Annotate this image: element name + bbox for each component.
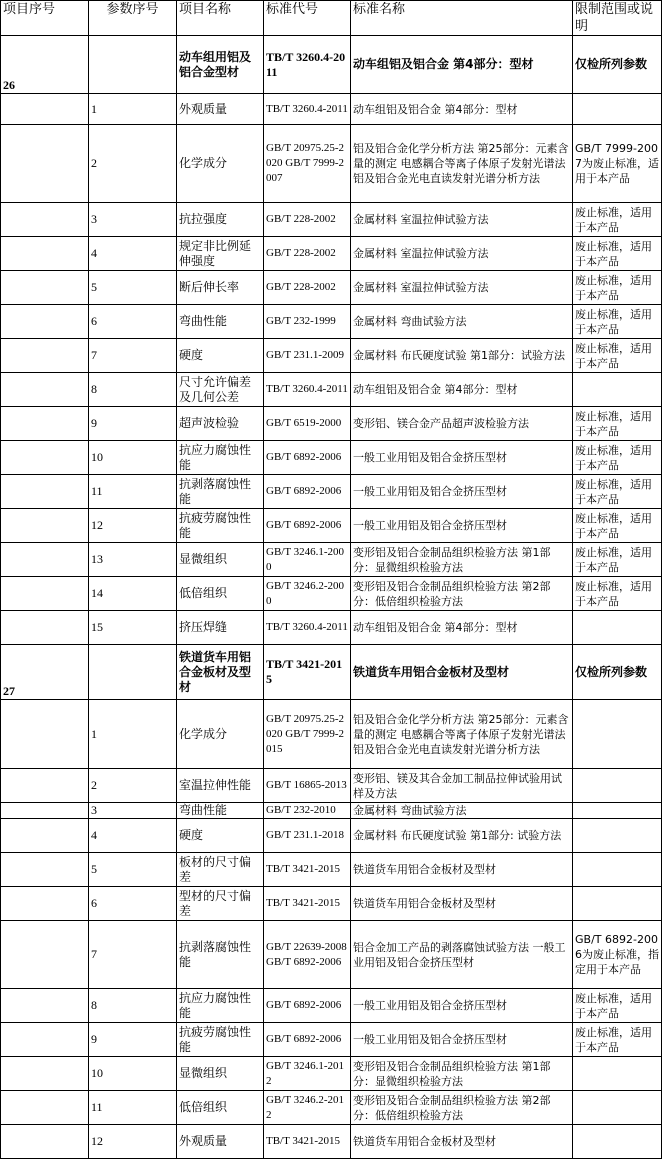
item-name: 抗应力腐蚀性能 <box>177 441 264 475</box>
standard-name: 动车组铝及铝合金 第4部分：型材 <box>351 611 573 645</box>
note <box>573 819 662 853</box>
param-number: 11 <box>89 475 177 509</box>
note <box>573 1091 662 1125</box>
standard-code: GB/T 3246.1-2000 <box>264 543 351 577</box>
project-no-empty <box>1 769 89 803</box>
table-row <box>1 921 662 989</box>
standard-name: 变形铝、镁合金产品超声波检验方法 <box>351 407 573 441</box>
table-row <box>1 577 662 611</box>
item-name: 断后伸长率 <box>177 271 264 305</box>
note: 废止标准，适用于本产品 <box>573 271 662 305</box>
table-row <box>1 887 662 921</box>
item-name: 显微组织 <box>177 543 264 577</box>
param-number: 4 <box>89 819 177 853</box>
note: 废止标准，适用于本产品 <box>573 305 662 339</box>
standard-name: 金属材料 布氏硬度试验 第1部分: 试验方法 <box>351 819 573 853</box>
item-name: 化学成分 <box>177 125 264 203</box>
param-number: 4 <box>89 237 177 271</box>
project-number: 27 <box>1 645 89 700</box>
param-number: 11 <box>89 1091 177 1125</box>
param-number: 7 <box>89 921 177 989</box>
standard-name: 金属材料 弯曲试验方法 <box>351 803 573 819</box>
project-no-empty <box>1 803 89 819</box>
item-name: 硬度 <box>177 819 264 853</box>
item-name: 室温拉伸性能 <box>177 769 264 803</box>
header-item-name: 项目名称 <box>177 1 264 36</box>
note: 废止标准，适用于本产品 <box>573 989 662 1023</box>
project-no-empty <box>1 543 89 577</box>
standard-name: 金属材料 室温拉伸试验方法 <box>351 271 573 305</box>
standard-name: 金属材料 弯曲试验方法 <box>351 305 573 339</box>
header-row <box>1 1 662 36</box>
item-name: 规定非比例延伸强度 <box>177 237 264 271</box>
project-standard-code: TB/T 3260.4-2011 <box>264 36 351 94</box>
standard-code: GB/T 228-2002 <box>264 203 351 237</box>
standard-code: GB/T 3246.2-2000 <box>264 577 351 611</box>
table-row <box>1 989 662 1023</box>
standard-code: TB/T 3421-2015 <box>264 853 351 887</box>
standard-name: 变形铝及铝合金制品组织检验方法 第1部分：显微组织检验方法 <box>351 543 573 577</box>
item-name: 抗应力腐蚀性能 <box>177 989 264 1023</box>
param-number: 6 <box>89 305 177 339</box>
item-name: 挤压焊缝 <box>177 611 264 645</box>
item-name: 显微组织 <box>177 1057 264 1091</box>
table-row <box>1 543 662 577</box>
project-row <box>1 36 662 94</box>
standard-name: 铁道货车用铝合金板材及型材 <box>351 1125 573 1159</box>
table-row <box>1 94 662 125</box>
table-row <box>1 373 662 407</box>
project-no-empty <box>1 271 89 305</box>
item-name: 外观质量 <box>177 1125 264 1159</box>
item-name: 板材的尺寸偏差 <box>177 853 264 887</box>
standard-code: GB/T 6892-2006 <box>264 441 351 475</box>
table-row <box>1 1057 662 1091</box>
standard-code: GB/T 232-2010 <box>264 803 351 819</box>
item-name: 弯曲性能 <box>177 305 264 339</box>
note: 废止标准，适用于本产品 <box>573 1023 662 1057</box>
project-no-empty <box>1 611 89 645</box>
project-no-empty <box>1 125 89 203</box>
project-note: 仅检所列参数 <box>573 36 662 94</box>
param-number: 10 <box>89 1057 177 1091</box>
standard-name: 铝及铝合金化学分析方法 第25部分：元素含量的测定 电感耦合等离子体原子发射光谱法 铝及铝合金光电直读发射光谱分析方法 <box>351 700 573 769</box>
param-number: 3 <box>89 203 177 237</box>
note: GB/T 6892-2006为废止标准，指定用于本产品 <box>573 921 662 989</box>
standard-code: GB/T 20975.25-2020 GB/T 7999-2015 <box>264 700 351 769</box>
table-row <box>1 203 662 237</box>
project-no-empty <box>1 509 89 543</box>
item-name: 硬度 <box>177 339 264 373</box>
param-number: 7 <box>89 339 177 373</box>
standard-code: TB/T 3421-2015 <box>264 887 351 921</box>
item-name: 外观质量 <box>177 94 264 125</box>
standard-code: TB/T 3421-2015 <box>264 1125 351 1159</box>
project-no-empty <box>1 475 89 509</box>
project-name: 铁道货车用铝合金板材及型材 <box>177 645 264 700</box>
standard-name: 铁道货车用铝合金板材及型材 <box>351 853 573 887</box>
table-row <box>1 305 662 339</box>
project-param-empty <box>89 645 177 700</box>
project-param-empty <box>89 36 177 94</box>
table-row <box>1 237 662 271</box>
project-standard-code: TB/T 3421-2015 <box>264 645 351 700</box>
standard-name: 一般工业用铝及铝合金挤压型材 <box>351 475 573 509</box>
item-name: 化学成分 <box>177 700 264 769</box>
table-row <box>1 853 662 887</box>
param-number: 10 <box>89 441 177 475</box>
header-note: 限制范围或说明 <box>573 1 662 36</box>
project-name: 动车组用铝及铝合金型材 <box>177 36 264 94</box>
project-no-empty <box>1 1057 89 1091</box>
table-row <box>1 611 662 645</box>
note <box>573 700 662 769</box>
standard-code: GB/T 6892-2006 <box>264 509 351 543</box>
note <box>573 803 662 819</box>
table-row <box>1 803 662 819</box>
param-number: 12 <box>89 509 177 543</box>
standard-name: 金属材料 室温拉伸试验方法 <box>351 237 573 271</box>
param-number: 2 <box>89 769 177 803</box>
project-no-empty <box>1 819 89 853</box>
project-no-empty <box>1 700 89 769</box>
table-row <box>1 475 662 509</box>
table-row <box>1 1125 662 1159</box>
standard-name: 铝及铝合金化学分析方法 第25部分：元素含量的测定 电感耦合等离子体原子发射光谱法 铝及铝合金光电直读发射光谱分析方法 <box>351 125 573 203</box>
standard-name: 变形铝及铝合金制品组织检验方法 第1部分：显微组织检验方法 <box>351 1057 573 1091</box>
project-no-empty <box>1 1091 89 1125</box>
project-no-empty <box>1 853 89 887</box>
standard-code: GB/T 228-2002 <box>264 271 351 305</box>
standard-code: GB/T 232-1999 <box>264 305 351 339</box>
standard-name: 变形铝、镁及其合金加工制品拉伸试验用试样及方法 <box>351 769 573 803</box>
standard-code: GB/T 3246.2-2012 <box>264 1091 351 1125</box>
project-no-empty <box>1 887 89 921</box>
note: 废止标准，适用于本产品 <box>573 509 662 543</box>
param-number: 9 <box>89 407 177 441</box>
standard-name: 金属材料 布氏硬度试验 第1部分：试验方法 <box>351 339 573 373</box>
note: 废止标准，适用于本产品 <box>573 475 662 509</box>
standard-code: GB/T 16865-2013 <box>264 769 351 803</box>
standard-name: 一般工业用铝及铝合金挤压型材 <box>351 1023 573 1057</box>
standard-code: GB/T 20975.25-2020 GB/T 7999-2007 <box>264 125 351 203</box>
param-number: 5 <box>89 271 177 305</box>
table-row <box>1 441 662 475</box>
standard-name: 金属材料 室温拉伸试验方法 <box>351 203 573 237</box>
standard-name: 变形铝及铝合金制品组织检验方法 第2部分：低倍组织检验方法 <box>351 1091 573 1125</box>
table-row <box>1 700 662 769</box>
note: 废止标准，适用于本产品 <box>573 543 662 577</box>
standard-code: GB/T 22639-2008 GB/T 6892-2006 <box>264 921 351 989</box>
item-name: 抗疲劳腐蚀性能 <box>177 509 264 543</box>
header-standard-name: 标准名称 <box>351 1 573 36</box>
note: 废止标准，适用于本产品 <box>573 203 662 237</box>
item-name: 尺寸允许偏差及几何公差 <box>177 373 264 407</box>
standard-code: GB/T 6892-2006 <box>264 475 351 509</box>
table-body <box>1 36 662 1159</box>
item-name: 抗剥落腐蚀性能 <box>177 475 264 509</box>
param-number: 6 <box>89 887 177 921</box>
item-name: 型材的尺寸偏差 <box>177 887 264 921</box>
project-no-empty <box>1 1125 89 1159</box>
note <box>573 94 662 125</box>
note <box>573 769 662 803</box>
project-no-empty <box>1 407 89 441</box>
param-number: 5 <box>89 853 177 887</box>
standard-code: TB/T 3260.4-2011 <box>264 94 351 125</box>
note: 废止标准，适用于本产品 <box>573 577 662 611</box>
standard-code: GB/T 231.1-2009 <box>264 339 351 373</box>
project-no-empty <box>1 94 89 125</box>
note: GB/T 7999-2007为废止标准，适用于本产品 <box>573 125 662 203</box>
standard-name: 一般工业用铝及铝合金挤压型材 <box>351 989 573 1023</box>
standard-name: 动车组铝及铝合金 第4部分：型材 <box>351 373 573 407</box>
table-row <box>1 819 662 853</box>
project-no-empty <box>1 577 89 611</box>
param-number: 14 <box>89 577 177 611</box>
note <box>573 611 662 645</box>
standard-code: GB/T 3246.1-2012 <box>264 1057 351 1091</box>
project-no-empty <box>1 237 89 271</box>
param-number: 12 <box>89 1125 177 1159</box>
project-no-empty <box>1 203 89 237</box>
project-number: 26 <box>1 36 89 94</box>
standard-code: TB/T 3260.4-2011 <box>264 373 351 407</box>
standard-name: 变形铝及铝合金制品组织检验方法 第2部分：低倍组织检验方法 <box>351 577 573 611</box>
project-standard-name: 铁道货车用铝合金板材及型材 <box>351 645 573 700</box>
header-project-no: 项目序号 <box>1 1 89 36</box>
standard-code: TB/T 3260.4-2011 <box>264 611 351 645</box>
project-no-empty <box>1 441 89 475</box>
standard-code: GB/T 6519-2000 <box>264 407 351 441</box>
note: 废止标准，适用于本产品 <box>573 237 662 271</box>
table-row <box>1 339 662 373</box>
table-row <box>1 769 662 803</box>
project-no-empty <box>1 305 89 339</box>
table-row <box>1 125 662 203</box>
note: 废止标准，适用于本产品 <box>573 339 662 373</box>
note: 废止标准，适用于本产品 <box>573 407 662 441</box>
standard-code: GB/T 6892-2006 <box>264 989 351 1023</box>
table-row <box>1 271 662 305</box>
project-no-empty <box>1 373 89 407</box>
item-name: 弯曲性能 <box>177 803 264 819</box>
param-number: 1 <box>89 94 177 125</box>
param-number: 8 <box>89 989 177 1023</box>
project-no-empty <box>1 339 89 373</box>
item-name: 低倍组织 <box>177 1091 264 1125</box>
standard-name: 动车组铝及铝合金 第4部分：型材 <box>351 94 573 125</box>
table-row <box>1 1023 662 1057</box>
item-name: 超声波检验 <box>177 407 264 441</box>
project-no-empty <box>1 921 89 989</box>
param-number: 2 <box>89 125 177 203</box>
project-row <box>1 645 662 700</box>
standard-code: GB/T 6892-2006 <box>264 1023 351 1057</box>
project-no-empty <box>1 989 89 1023</box>
standard-code: GB/T 231.1-2018 <box>264 819 351 853</box>
standard-name: 铁道货车用铝合金板材及型材 <box>351 887 573 921</box>
project-no-empty <box>1 1023 89 1057</box>
param-number: 3 <box>89 803 177 819</box>
header-param-no: 参数序号 <box>89 1 177 36</box>
project-standard-name: 动车组铝及铝合金 第4部分：型材 <box>351 36 573 94</box>
table-row <box>1 407 662 441</box>
header-standard-code: 标准代号 <box>264 1 351 36</box>
note <box>573 1125 662 1159</box>
item-name: 低倍组织 <box>177 577 264 611</box>
table-row <box>1 509 662 543</box>
standard-code: GB/T 228-2002 <box>264 237 351 271</box>
project-note: 仅检所列参数 <box>573 645 662 700</box>
note: 废止标准，适用于本产品 <box>573 441 662 475</box>
note <box>573 1057 662 1091</box>
note <box>573 373 662 407</box>
param-number: 8 <box>89 373 177 407</box>
standard-name: 铝合金加工产品的剥落腐蚀试验方法 一般工业用铝及铝合金挤压型材 <box>351 921 573 989</box>
param-number: 1 <box>89 700 177 769</box>
item-name: 抗疲劳腐蚀性能 <box>177 1023 264 1057</box>
note <box>573 853 662 887</box>
standard-name: 一般工业用铝及铝合金挤压型材 <box>351 441 573 475</box>
param-number: 15 <box>89 611 177 645</box>
param-number: 13 <box>89 543 177 577</box>
note <box>573 887 662 921</box>
param-number: 9 <box>89 1023 177 1057</box>
standard-name: 一般工业用铝及铝合金挤压型材 <box>351 509 573 543</box>
item-name: 抗拉强度 <box>177 203 264 237</box>
item-name: 抗剥落腐蚀性能 <box>177 921 264 989</box>
table-row <box>1 1091 662 1125</box>
